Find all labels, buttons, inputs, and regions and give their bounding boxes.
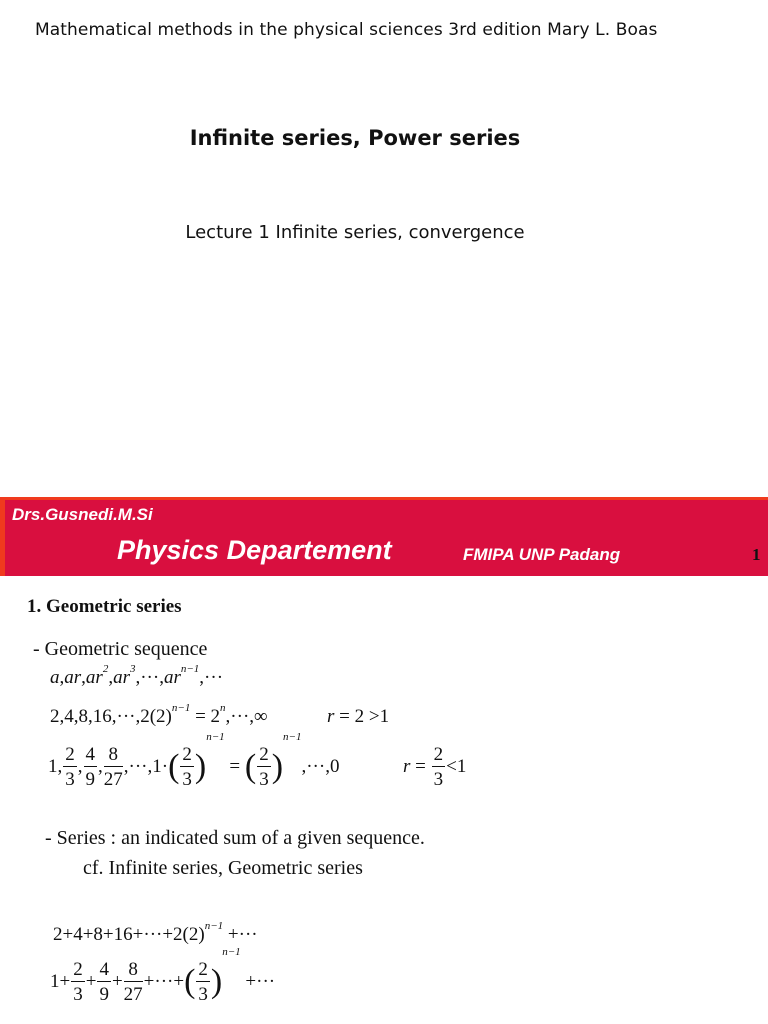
- example-sequence-divergent: $2,4,8,16,\cdot\cdot\cdot,2(2)^{n-1} = 2^n,\cdot\cdot\cdot,\infty$: [50, 702, 268, 727]
- ratio-convergent: r = $\frac{2}{3}$ <1: [403, 744, 467, 790]
- general-sequence-formula: $a,ar,ar^2,ar^3,\cdot\cdot\cdot,ar^{n-1},\cdot\cdot\cdot$: [50, 663, 224, 688]
- bullet-series-definition: - Series : an indicated sum of a given sequence.: [45, 827, 425, 849]
- cf-line: cf. Infinite series, Geometric series: [83, 857, 363, 879]
- institution-name: FMIPA UNP Padang: [463, 545, 621, 564]
- author-name: Drs.Gusnedi.M.Si: [12, 505, 153, 524]
- series-divergent: $2+4+8+16+\cdot\cdot\cdot+2(2)^{n-1}$ +···: [53, 920, 258, 945]
- series-convergent: 1+ $\frac{2}{3}$ + $\frac{4}{9}$ + $\frac{8}{27}$ +···+( $\frac{2}{3}$ )$^{n-1}$ +···: [50, 946, 276, 1005]
- bullet-geometric-sequence: - Geometric sequence: [33, 638, 208, 660]
- slide-title: Infinite series, Power series: [189, 126, 521, 150]
- ratio-divergent: r = 2 >1: [327, 706, 390, 727]
- page-number: 1: [752, 545, 761, 564]
- example-sequence-convergent: 1, $\frac{2}{3}$ , $\frac{4}{9}$ , $\frac{8}{27}$ ,···,1·( $\frac{2}{3}$ )$^{n-1}$ = ( $\frac{2}{3}$ )$^{n-1}$,···,0: [48, 731, 340, 790]
- section-heading: 1. Geometric series: [27, 596, 182, 617]
- book-reference: Mathematical methods in the physical sciences 3rd edition Mary L. Boas: [35, 20, 658, 40]
- department-name: Physics Departement: [117, 535, 392, 565]
- slide-subtitle: Lecture 1 Infinite series, convergence: [185, 222, 525, 243]
